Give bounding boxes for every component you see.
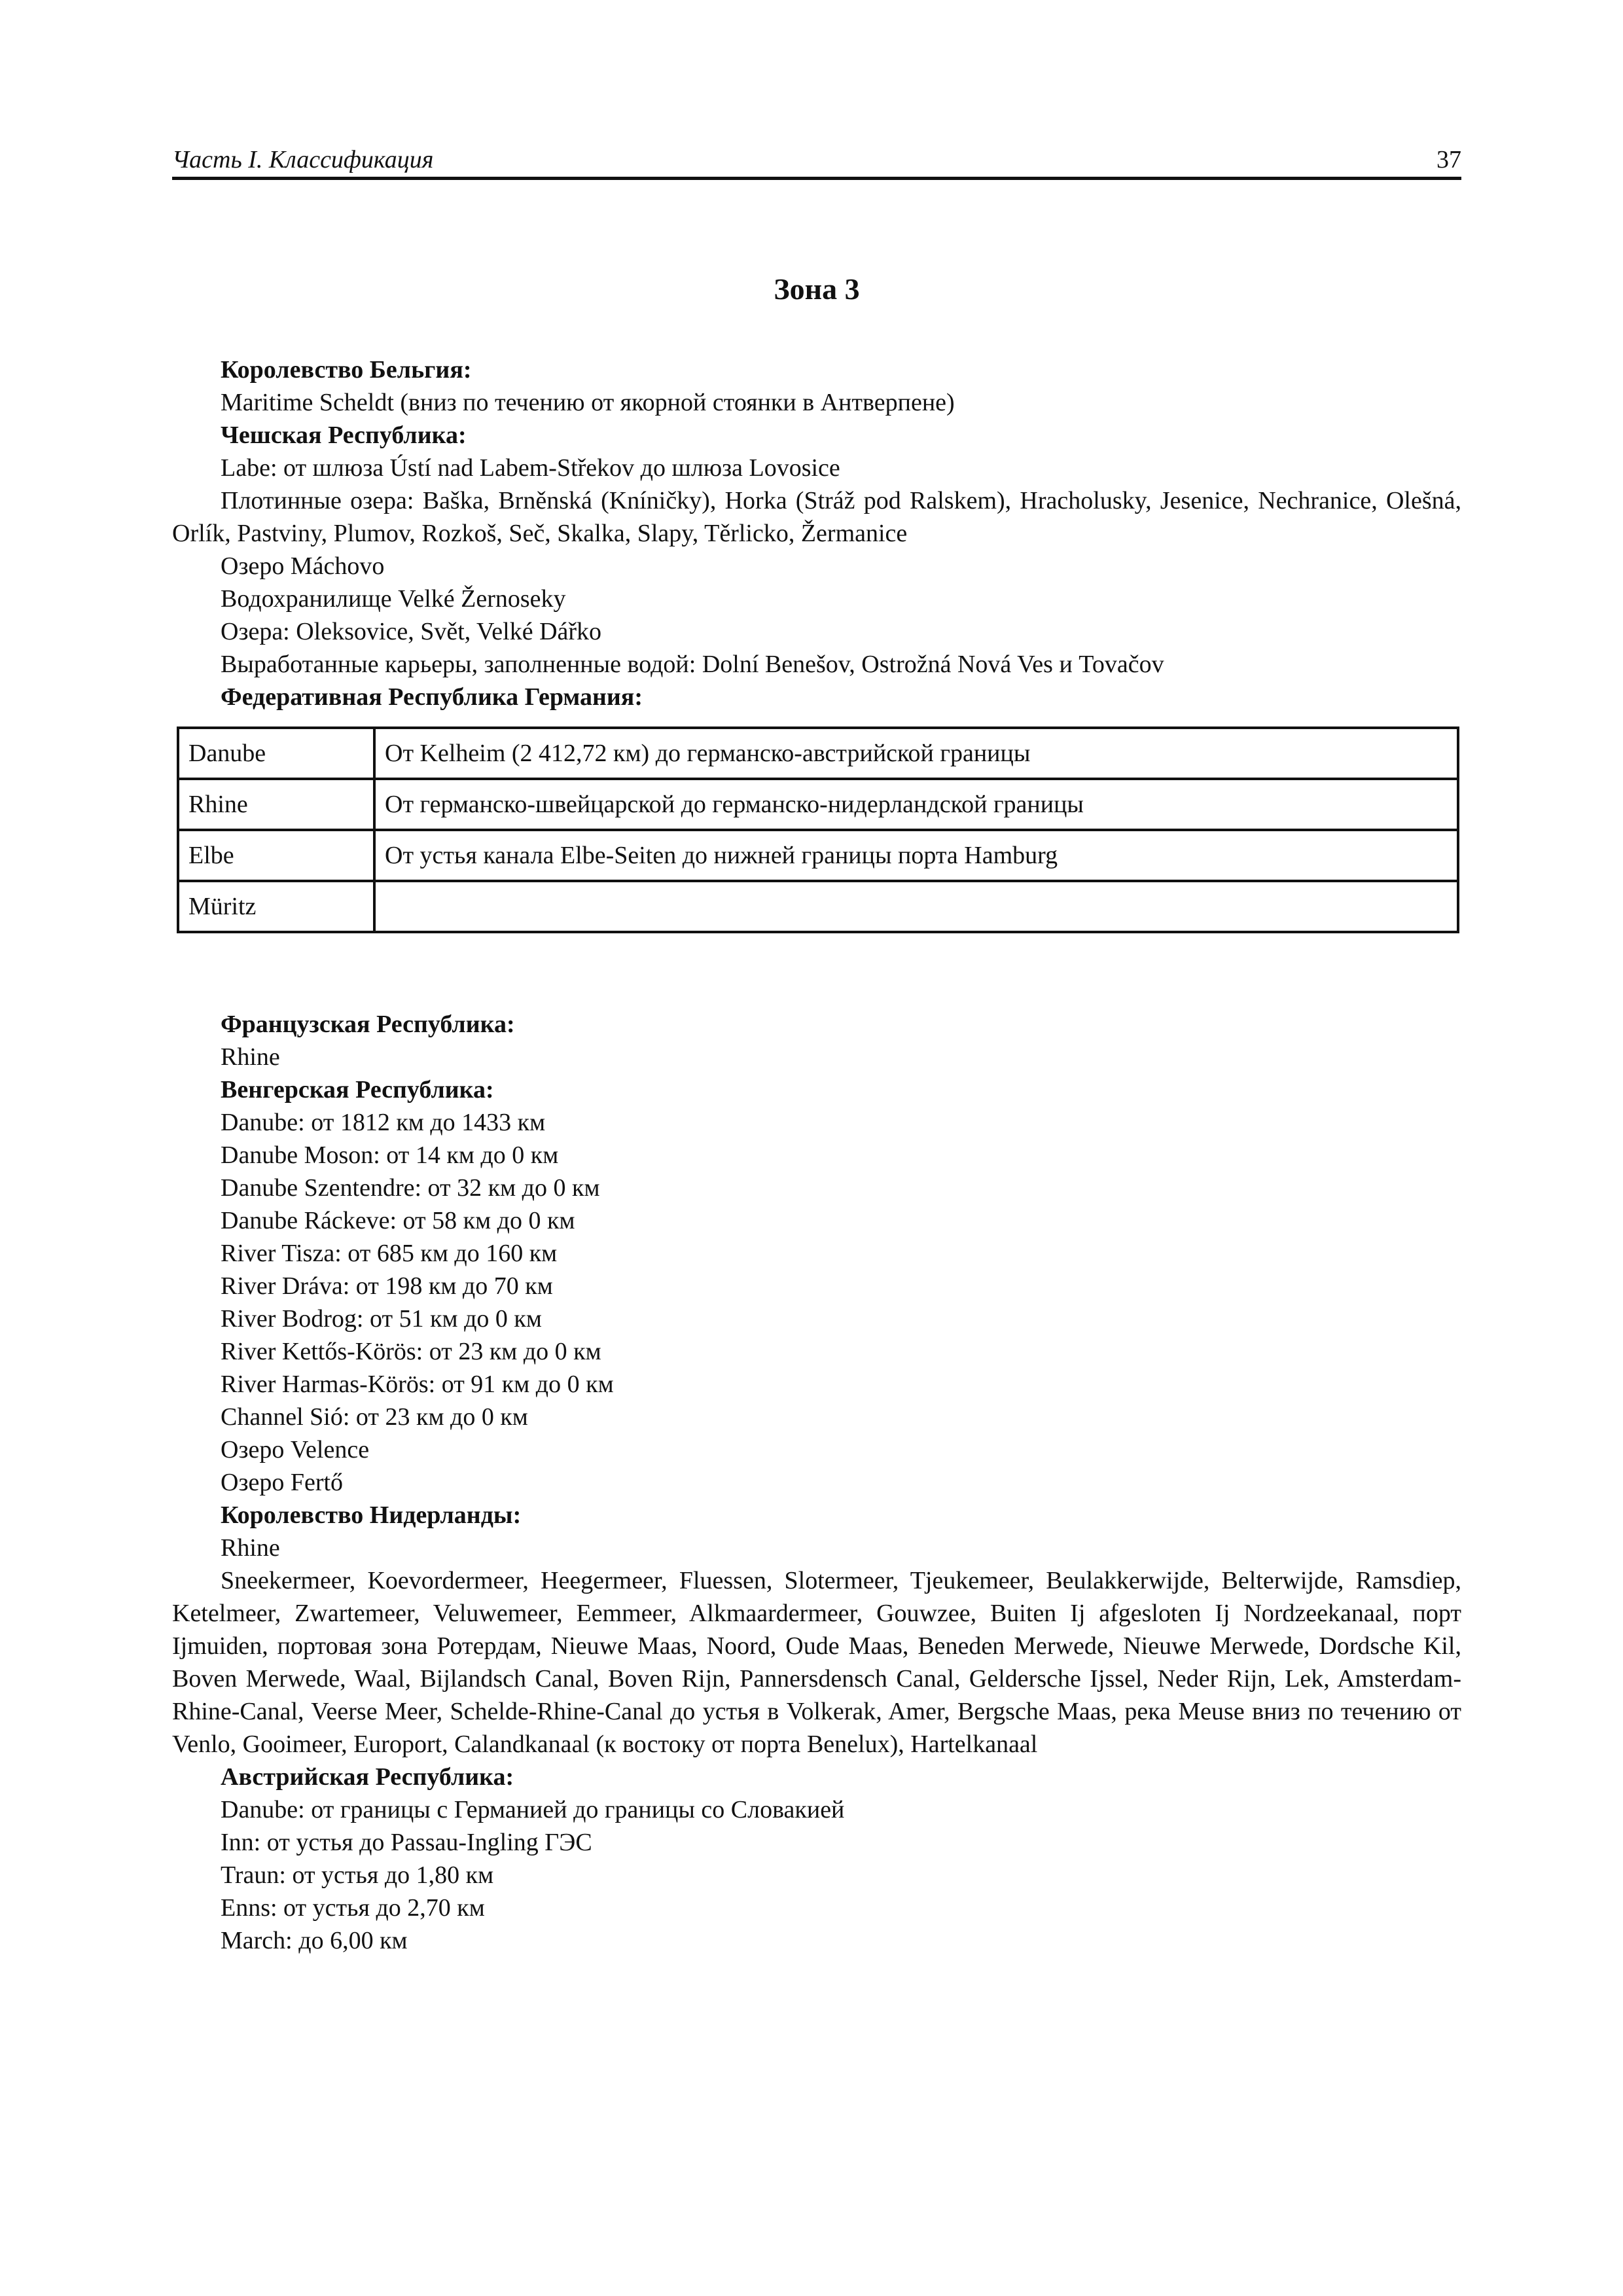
waterway-line: Озеро Máchovo <box>221 552 385 580</box>
waterway-line: Labe: от шлюза Ústí nad Labem-Střekov до шлюза Lovosice <box>221 454 840 482</box>
country-heading: Федеративная Республика Германия: <box>221 683 643 711</box>
river-cell: Müritz <box>178 881 374 932</box>
waterway-line: Channel Sió: от 23 км до 0 км <box>221 1403 528 1431</box>
zone-title: Зона 3 <box>774 272 860 306</box>
waterway-paragraph: Плотинные озера: Baška, Brněnská (Kníničky), Horka (Stráž pod Ralskem), Hracholusky, Jesenice, Nechranice, Olešná, Orlík, Pastviny, Plumov, Rozkoš, Seč, Skalka, Slapy, Těrlicko, Žermanice <box>172 487 1461 547</box>
country-heading: Чешская Республика: <box>221 422 467 449</box>
country-heading: Королевство Нидерланды: <box>221 1501 522 1529</box>
waterway-line: Rhine <box>221 1043 280 1071</box>
waterway-line: Traun: от устья до 1,80 км <box>221 1861 494 1889</box>
waterway-line: Danube Ráckeve: от 58 км до 0 км <box>221 1207 575 1234</box>
waterway-line: Inn: от устья до Passau-Ingling ГЭС <box>221 1829 592 1856</box>
page-number: 37 <box>1436 146 1461 173</box>
section-cell <box>374 881 1458 932</box>
table-row <box>178 728 1458 779</box>
section-cell: От Kelheim (2 412,72 км) до германско-австрийской границы <box>374 728 1458 779</box>
section-cell: От устья канала Elbe-Seiten до нижней границы порта Hamburg <box>374 830 1458 881</box>
river-cell: Elbe <box>178 830 374 881</box>
waterway-line: River Bodrog: от 51 км до 0 км <box>221 1305 542 1333</box>
waterway-line: Водохранилище Velké Žernoseky <box>221 585 566 613</box>
waterway-line: Danube: от границы с Германией до границы со Словакией <box>221 1796 845 1823</box>
country-heading: Французская Республика: <box>221 1011 515 1038</box>
waterway-line: Озеро Velence <box>221 1436 370 1463</box>
waterway-line: Maritime Scheldt (вниз по течению от якорной стоянки в Антверпене) <box>221 389 955 416</box>
waterway-paragraph: Sneekermeer, Koevordermeer, Heegermeer, Fluessen, Slotermeer, Tjeukemeer, Beulakkerwijde, Belterwijde, Ramsdiep, Ketelmeer, Zwartemeer, Veluwemeer, Eemmeer, Alkmaardermeer, Gouwzee, Buiten Ij afgesloten Ij Nordzeekanaal, порт Ijmuiden, портовая зона Ротердам, Nieuwe Maas, Noord, Oude Maas, Beneden Merwede, Nieuwe Merwede, Dordsche Kil, Boven Merwede, Waal, Bijlandsch Canal, Boven Rijn, Pannersdensch Canal, Geldersche Ijssel, Neder Rijn, Lek, Amsterdam-Rhine-Canal, Veerse Meer, Schelde-Rhine-Canal до устья в Volkerak, Amer, Bergsche Maas, река Meuse вниз по течению от Venlo, Gooimeer, Europort, Calandkanaal (к востоку от порта Benelux), Hartelkanaal <box>172 1567 1461 1758</box>
waterway-line: River Harmas-Körös: от 91 км до 0 км <box>221 1371 614 1398</box>
waterway-line: Danube Moson: от 14 км до 0 км <box>221 1141 559 1169</box>
waterway-line: Danube Szentendre: от 32 км до 0 км <box>221 1174 600 1202</box>
waterway-line: River Kettős-Körös: от 23 км до 0 км <box>221 1338 601 1365</box>
table-row <box>178 779 1458 830</box>
country-heading: Венгерская Республика: <box>221 1076 494 1103</box>
table-row <box>178 881 1458 932</box>
waterway-line: River Dráva: от 198 км до 70 км <box>221 1272 553 1300</box>
waterway-line: Выработанные карьеры, заполненные водой: Dolní Benešov, Ostrožná Nová Ves и Tovačov <box>221 651 1164 678</box>
waterway-line: Danube: от 1812 км до 1433 км <box>221 1109 546 1136</box>
river-cell: Danube <box>178 728 374 779</box>
table-row <box>178 830 1458 881</box>
germany-waterways-table <box>177 726 1459 933</box>
country-heading: Австрийская Республика: <box>221 1763 514 1791</box>
waterway-line: River Tisza: от 685 км до 160 км <box>221 1240 558 1267</box>
section-cell: От германско-швейцарской до германско-нидерландской границы <box>374 779 1458 830</box>
waterway-line: Озера: Oleksovice, Svět, Velké Dářko <box>221 618 602 645</box>
waterway-line: Rhine <box>221 1534 280 1562</box>
waterway-line: March: до 6,00 км <box>221 1927 408 1954</box>
country-heading: Королевство Бельгия: <box>221 356 472 384</box>
waterway-line: Озеро Fertő <box>221 1469 344 1496</box>
waterway-line: Enns: от устья до 2,70 км <box>221 1894 485 1922</box>
river-cell: Rhine <box>178 779 374 830</box>
text-block-france-hungary-netherlands-austria <box>172 1008 1461 1957</box>
running-header <box>172 143 1461 180</box>
header-section-title: Часть I. Классификация <box>172 146 434 173</box>
text-block-belgium-czech-germany <box>172 353 1461 713</box>
